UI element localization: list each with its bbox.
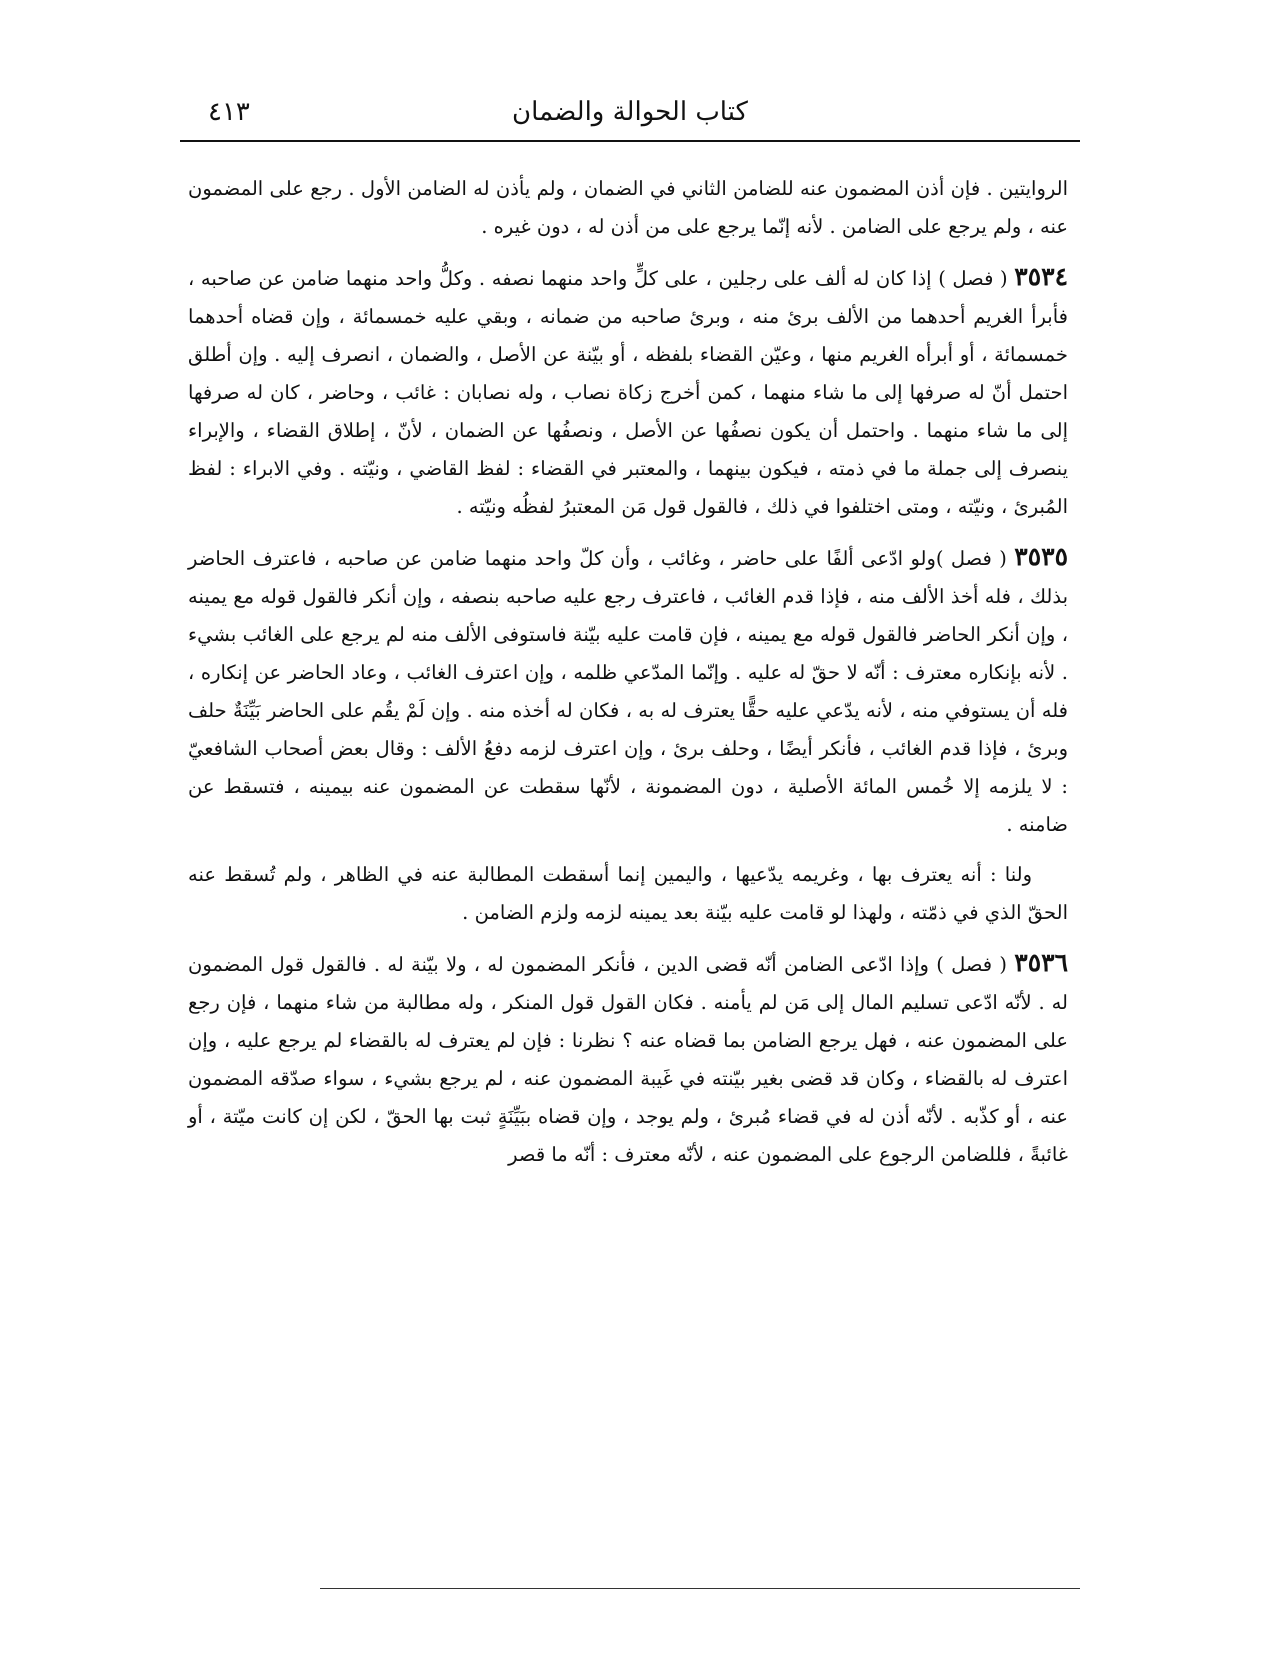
paragraph-text: ( فصل ) وإذا ادّعى الضامن أنّه قضى الدين ، فأنكر المضمون له ، ولا بيّنة له . فالقول قول المضمون له . لأنّه ادّعى تسليم المال إلى مَن لم يأمنه . فكان القول قول المنكر ، وله مطالبة من شاء منهما ، فإن رجع على المضمون عنه ، فهل يرجع الضامن بما قضاه عنه ؟ نظرنا : فإن لم يعترف له بالقضاء لم يرجع عليه ، وإن اعترف له بالقضاء ، وكان قد قضى بغير بيّنته في غَيبة المضمون عنه ، لم يرجع بشيء ، سواء صدّقه المضمون عنه ، أو كذّبه . لأنّه أذن له في قضاء مُبرئ ، ولم يوجد ، وإن قضاه ببَيِّنَةٍ ثبت بها الحقّ ، لكن إن كانت ميّتة ، أو غائبةً ، فللضامن الرجوع على المضمون عنه ، لأنّه معترف : أنّه ما قصر — [188, 953, 1068, 1166]
running-title: كتاب الحوالة والضمان — [512, 97, 748, 127]
paragraph-text: ( فصل )ولو ادّعى ألفًا على حاضر ، وغائب ، وأن كلّ واحد منهما ضامن عن صاحبه ، فاعترف الحاضر بذلك ، فله أخذ الألف منه ، فإذا قدم الغائب ، فاعترف رجع عليه صاحبه بنصفه ، وإن أنكر فالقول قوله مع يمينه ، وإن أنكر الحاضر فالقول قوله مع يمينه ، فإن قامت عليه بيّنة فاستوفى الألف منه لم يرجع على الغائب بشيء . لأنه بإنكاره معترف : أنّه لا حقّ له عليه . وإنّما المدّعي ظلمه ، وإن اعترف الغائب ، وعاد الحاضر عن إنكاره ، فله أن يستوفي منه ، لأنه يدّعي عليه حقًّا يعترف له به ، فكان له أخذه منه . وإن لَمْ يقُم على الحاضر بَيِّنَةٌ حلف وبرئ ، فإذا قدم الغائب ، فأنكر أيضًا ، وحلف برئ ، وإن اعترف لزمه دفعُ الألف : وقال بعض أصحاب الشافعيّ : لا يلزمه إلا خُمس المائة الأصلية ، دون المضمونة ، لأنّها سقطت عن المضمون عنه بيمينه ، فتسقط عن ضامنه . — [188, 547, 1069, 836]
section-paragraph — [188, 944, 1068, 1174]
body-text — [188, 170, 1068, 1186]
section-number: ٣٥٣٤ — [1014, 262, 1068, 291]
section-number: ٣٥٣٥ — [1014, 542, 1069, 571]
page-number: ٤١٣ — [208, 97, 250, 127]
paragraph — [188, 856, 1068, 932]
section-paragraph — [188, 538, 1068, 844]
paragraph-text: ولنا : أنه يعترف بها ، وغريمه يدّعيها ، واليمين إنما أسقطت المطالبة عنه في الظاهر ، ولم تُسقط عنه الحقّ الذي في ذمّته ، ولهذا لو قامت عليه بيّنة بعد يمينه لزمه ولزم الضامن . — [188, 863, 1068, 924]
paragraph-text: الروايتين . فإن أذن المضمون عنه للضامن الثاني في الضمان ، ولم يأذن له الضامن الأول . رجع على المضمون عنه ، ولم يرجع على الضامن . لأنه إنّما يرجع على من أذن له ، دون غيره . — [188, 177, 1068, 238]
section-paragraph — [188, 258, 1068, 526]
paragraph — [188, 170, 1068, 246]
footer-rule — [320, 1588, 1080, 1589]
header-rule — [180, 140, 1080, 142]
paragraph-text: ( فصل ) إذا كان له ألف على رجلين ، على كلٍّ واحد منهما نصفه . وكلُّ واحد منهما ضامن عن صاحبه ، فأبرأ الغريم أحدهما من الألف برئ منه ، وبرئ صاحبه من ضمانه ، وبقي عليه خمسمائة ، وإن قضاه أحدهما خمسمائة ، أو أبرأه الغريم منها ، وعيّن القضاء بلفظه ، أو بيّنة عن الأصل ، والضمان ، انصرف إليه . وإن أطلق احتمل أنّ له صرفها إلى ما شاء منهما ، كمن أخرج زكاة نصاب ، وله نصابان : غائب ، وحاضر ، كان له صرفها إلى ما شاء منهما . واحتمل أن يكون نصفُها عن الأصل ، ونصفُها عن الضمان ، لأنّ ، إطلاق القضاء ، والإبراء ينصرف إلى جملة ما في ذمته ، فيكون بينهما ، والمعتبر في القضاء : لفظ القاضي ، ونيّته . وفي الابراء : لفظ المُبرئ ، ونيّته ، ومتى اختلفوا في ذلك ، فالقول قول مَن المعتبرُ لفظُه ونيّته . — [188, 267, 1068, 518]
section-number: ٣٥٣٦ — [1014, 948, 1068, 977]
running-header — [180, 92, 1080, 140]
